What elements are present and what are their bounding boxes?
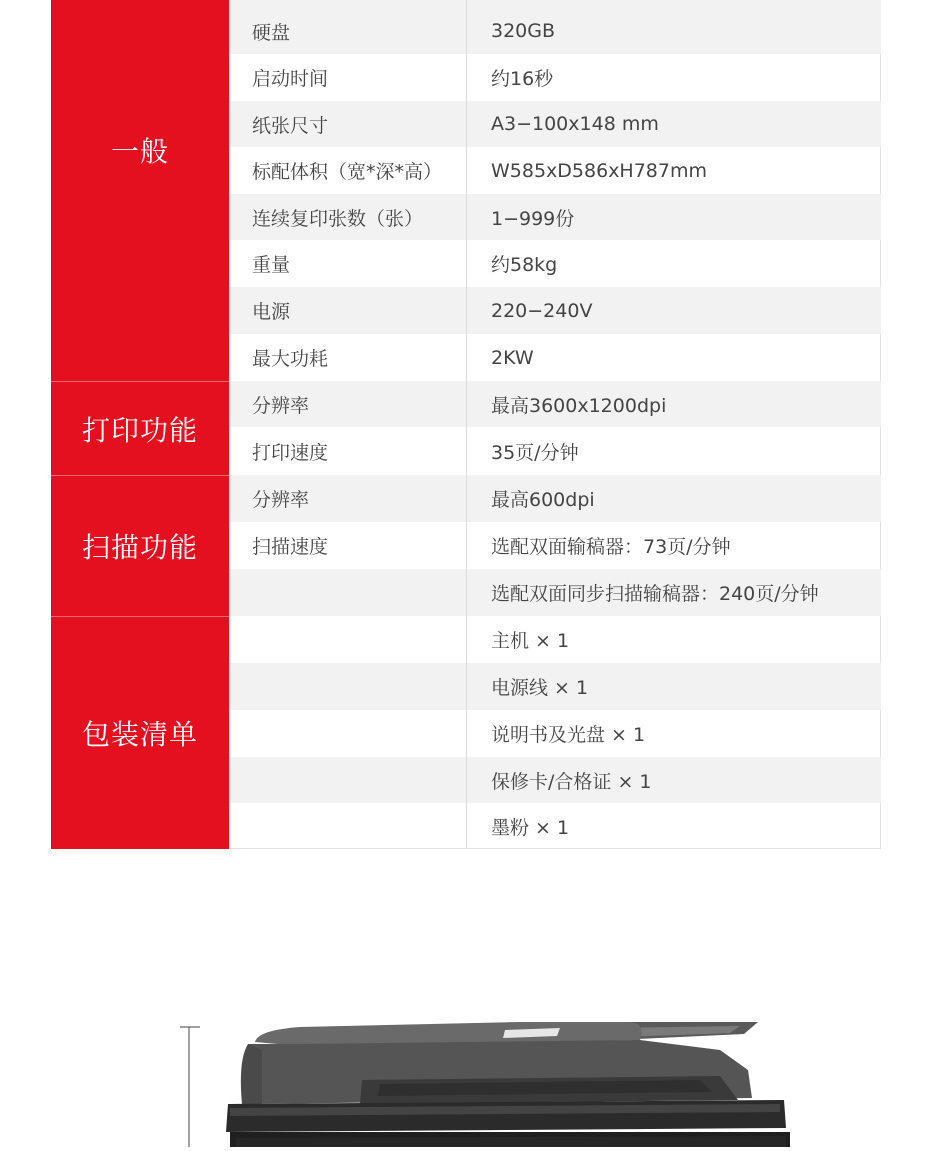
row-value: 保修卡/合格证 × 1 xyxy=(491,770,652,793)
row-value: 最高600dpi xyxy=(491,489,595,511)
category-package xyxy=(51,616,229,849)
table-row xyxy=(229,54,881,101)
table-row xyxy=(229,0,881,8)
row-value: 1−999份 xyxy=(491,207,575,230)
table-row xyxy=(229,569,881,616)
row-value: 选配双面输稿器：73页/分钟 xyxy=(491,536,731,558)
table-row xyxy=(229,287,881,334)
table-row xyxy=(229,475,881,522)
row-value: 约58kg xyxy=(491,254,558,276)
category-general xyxy=(51,0,229,381)
column-divider xyxy=(466,0,467,849)
table-row xyxy=(229,757,881,803)
table-row xyxy=(229,663,881,710)
table-row xyxy=(229,8,881,54)
row-label: 扫描速度 xyxy=(252,536,329,558)
row-value: 约16秒 xyxy=(491,68,554,90)
table-row xyxy=(229,803,881,849)
row-value: 220−240V xyxy=(491,299,593,322)
row-value: 选配双面同步扫描输稿器：240页/分钟 xyxy=(491,583,819,605)
category-label: 一般 xyxy=(110,134,169,168)
category-print xyxy=(51,381,229,475)
table-row xyxy=(229,381,881,427)
row-value: A3−100x148 mm xyxy=(491,113,659,135)
row-value: 35页/分钟 xyxy=(491,441,579,464)
row-label: 硬盘 xyxy=(252,21,291,44)
category-label: 扫描功能 xyxy=(81,531,198,564)
table-row xyxy=(229,240,881,287)
table-row xyxy=(229,194,881,240)
table-row xyxy=(229,522,881,569)
row-value: 主机 × 1 xyxy=(491,630,570,652)
row-value: 说明书及光盘 × 1 xyxy=(491,724,646,746)
spec-table xyxy=(51,0,881,849)
row-label: 最大功耗 xyxy=(252,348,329,370)
row-label: 重量 xyxy=(252,254,291,276)
table-row xyxy=(229,147,881,194)
table-row xyxy=(229,334,881,381)
row-value: 320GB xyxy=(491,20,556,42)
category-label: 包装清单 xyxy=(81,718,198,751)
row-value: 墨粉 × 1 xyxy=(491,816,570,839)
table-row xyxy=(229,710,881,757)
row-value: 最高3600x1200dpi xyxy=(491,394,667,417)
row-value: W585xD586xH787mm xyxy=(491,159,708,182)
row-label: 连续复印张数（张） xyxy=(252,207,424,230)
row-label: 启动时间 xyxy=(252,68,329,90)
printer-illustration xyxy=(0,1000,949,1147)
table-row xyxy=(229,616,881,663)
table-row xyxy=(229,101,881,147)
row-label: 纸张尺寸 xyxy=(252,114,329,137)
row-label: 分辨率 xyxy=(252,394,310,417)
row-value: 2KW xyxy=(491,346,534,369)
printer-image xyxy=(0,1000,949,1147)
row-label: 分辨率 xyxy=(252,489,310,511)
category-scan xyxy=(51,475,229,616)
row-value: 电源线 × 1 xyxy=(491,677,589,699)
table-row xyxy=(229,427,881,475)
row-label: 电源 xyxy=(252,301,291,323)
row-label: 标配体积（宽*深*高） xyxy=(252,161,443,183)
category-label: 打印功能 xyxy=(81,413,198,447)
row-label: 打印速度 xyxy=(252,441,329,464)
